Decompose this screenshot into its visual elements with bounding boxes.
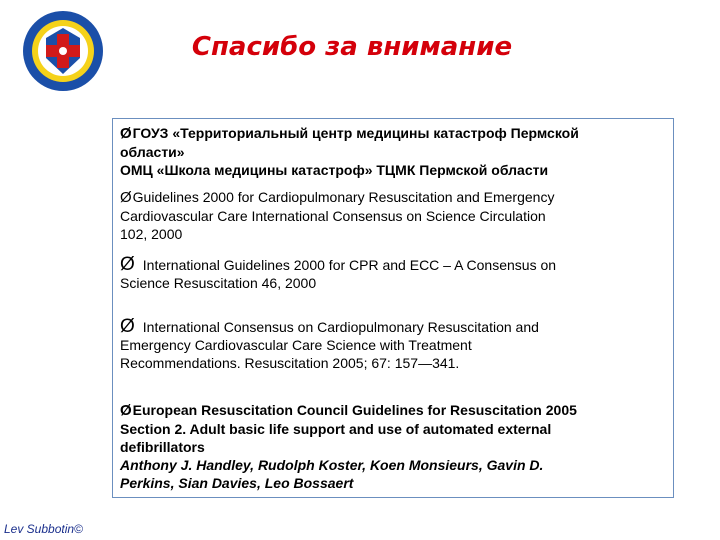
bullet-arrow-icon: Ø xyxy=(120,189,132,206)
reference-authors: Anthony J. Handley, Rudolph Koster, Koen Monsieurs, Gavin D. xyxy=(120,457,544,473)
reference-5: ØEuropean Resuscitation Council Guidelines for Resuscitation 2005 Section 2. Adult basic life support and use of automated external defibrillators Anthony J. Handley, Rudolph Koster, Koen Monsieurs, Gavin D. Perkins, Sian Davies, Leo Bossaert xyxy=(120,401,665,492)
bullet-arrow-icon: Ø xyxy=(120,125,132,142)
reference-2: ØGuidelines 2000 for Cardiopulmonary Resuscitation and Emergency Cardiovascular Care International Consensus on Science Circulation 102, 2000 xyxy=(120,189,555,242)
reference-1: ØГОУЗ «Территориальный центр медицины катастроф Пермской области» ОМЦ «Школа медицины катастроф» ТЦМК Пермской области xyxy=(120,125,579,178)
bullet-arrow-icon: Ø xyxy=(120,316,135,337)
reference-3: Ø International Guidelines 2000 for CPR and ECC – A Consensus on Science Resuscitation 46, 2000 xyxy=(120,254,557,291)
slide-title: Спасибо за внимание xyxy=(191,32,513,62)
reference-4: Ø International Consensus on Cardiopulmonary Resuscitation and Emergency Cardiovascular Care Science with Treatment Recommendations. Resuscitation 2005; 67: 157—341. xyxy=(120,316,539,371)
bullet-arrow-icon: Ø xyxy=(120,402,132,419)
bullet-arrow-icon: Ø xyxy=(120,254,135,275)
author-credit: Lev Subbotin© xyxy=(4,522,83,536)
